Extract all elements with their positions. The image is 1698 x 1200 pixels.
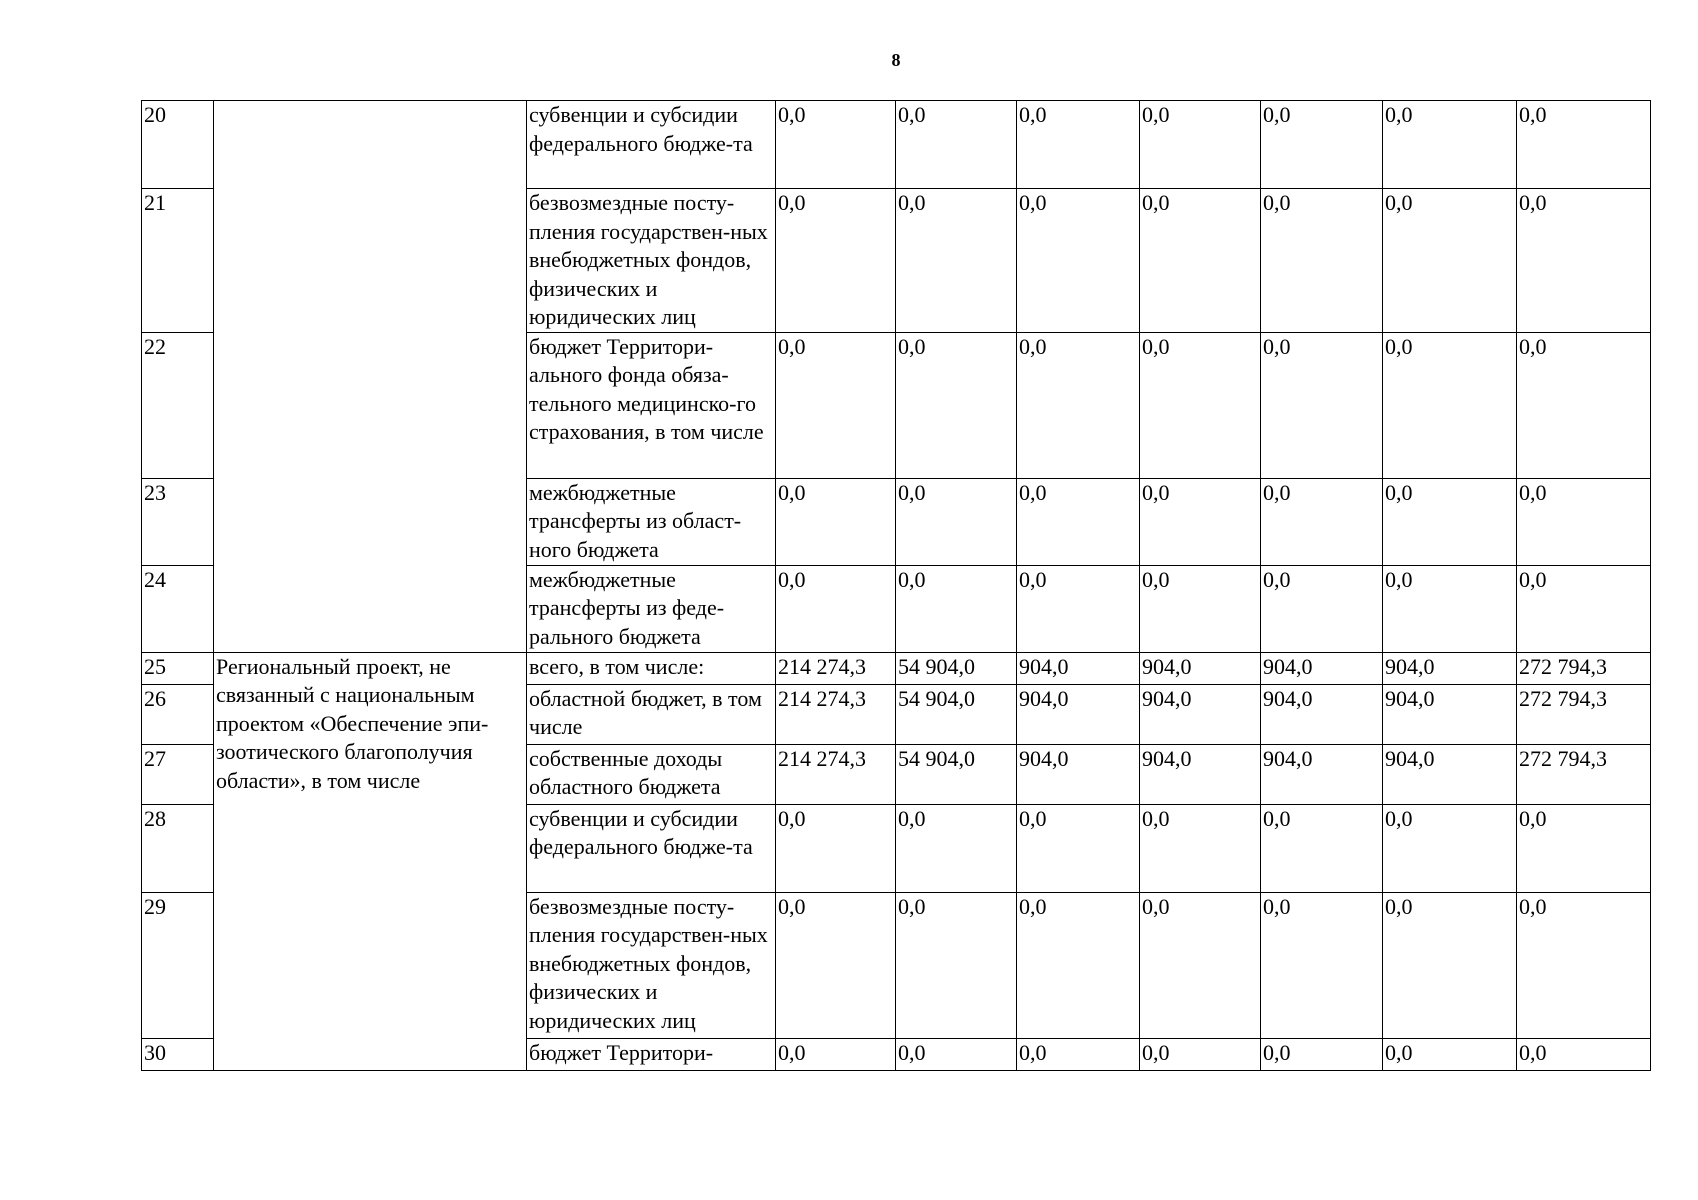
value-cell: 0,0 (776, 101, 896, 189)
value-cell: 0,0 (1140, 332, 1261, 478)
funding-source: межбюджетные трансферты из област-ного бюджета (527, 478, 776, 565)
value-cell: 904,0 (1140, 652, 1261, 684)
value-cell-total: 0,0 (1517, 189, 1651, 333)
value-cell: 0,0 (896, 565, 1017, 652)
funding-source: безвозмездные посту-пления государствен-ных внебюджетных фондов, физических и юридических лиц (527, 892, 776, 1038)
value-cell: 0,0 (896, 1038, 1017, 1070)
value-cell: 904,0 (1383, 744, 1517, 804)
value-cell: 0,0 (1261, 892, 1383, 1038)
value-cell: 0,0 (1261, 1038, 1383, 1070)
project-name: Региональный проект, не связанный с национальным проектом «Обеспечение эпи-зоотического благополучия области», в том числе (214, 652, 527, 1070)
value-cell-total: 272 794,3 (1517, 652, 1651, 684)
value-cell: 0,0 (1261, 804, 1383, 892)
funding-source: субвенции и субсидии федерального бюдже-та (527, 804, 776, 892)
funding-source: межбюджетные трансферты из феде-рального бюджета (527, 565, 776, 652)
value-cell: 904,0 (1383, 652, 1517, 684)
value-cell: 0,0 (1017, 101, 1140, 189)
row-number: 29 (142, 892, 214, 1038)
value-cell: 0,0 (776, 804, 896, 892)
value-cell-total: 0,0 (1517, 478, 1651, 565)
value-cell: 0,0 (776, 189, 896, 333)
value-cell: 0,0 (1261, 101, 1383, 189)
funding-source: всего, в том числе: (527, 652, 776, 684)
value-cell: 0,0 (896, 892, 1017, 1038)
value-cell-total: 272 794,3 (1517, 684, 1651, 744)
value-cell: 0,0 (896, 804, 1017, 892)
row-number: 20 (142, 101, 214, 189)
value-cell: 214 274,3 (776, 684, 896, 744)
value-cell: 0,0 (1140, 478, 1261, 565)
value-cell: 0,0 (1017, 1038, 1140, 1070)
value-cell: 0,0 (1383, 892, 1517, 1038)
value-cell: 904,0 (1261, 684, 1383, 744)
table-row (142, 652, 1651, 684)
value-cell: 0,0 (1140, 1038, 1261, 1070)
row-number: 23 (142, 478, 214, 565)
value-cell: 0,0 (1261, 565, 1383, 652)
value-cell: 0,0 (776, 1038, 896, 1070)
row-number: 28 (142, 804, 214, 892)
value-cell: 904,0 (1261, 744, 1383, 804)
value-cell: 54 904,0 (896, 652, 1017, 684)
funding-source: безвозмездные посту-пления государствен-ных внебюджетных фондов, физических и юридических лиц (527, 189, 776, 333)
value-cell: 0,0 (1140, 892, 1261, 1038)
value-cell: 904,0 (1017, 652, 1140, 684)
value-cell: 54 904,0 (896, 684, 1017, 744)
value-cell: 0,0 (776, 892, 896, 1038)
value-cell: 0,0 (1017, 478, 1140, 565)
value-cell: 0,0 (1383, 189, 1517, 333)
value-cell: 904,0 (1140, 744, 1261, 804)
funding-source: субвенции и субсидии федерального бюдже-та (527, 101, 776, 189)
row-number: 24 (142, 565, 214, 652)
value-cell-total: 0,0 (1517, 565, 1651, 652)
row-number: 25 (142, 652, 214, 684)
value-cell: 0,0 (896, 101, 1017, 189)
value-cell: 0,0 (1017, 189, 1140, 333)
funding-source: бюджет Территори-ального фонда обяза-тельного медицинско-го страхования, в том числе (527, 332, 776, 478)
value-cell: 0,0 (776, 565, 896, 652)
value-cell-total: 0,0 (1517, 804, 1651, 892)
value-cell: 0,0 (1017, 565, 1140, 652)
value-cell: 0,0 (776, 332, 896, 478)
value-cell: 0,0 (1383, 1038, 1517, 1070)
value-cell: 0,0 (896, 478, 1017, 565)
value-cell: 0,0 (1383, 804, 1517, 892)
value-cell: 0,0 (1140, 101, 1261, 189)
value-cell: 0,0 (1017, 892, 1140, 1038)
value-cell: 0,0 (1017, 804, 1140, 892)
row-number: 30 (142, 1038, 214, 1070)
project-cell-empty (214, 101, 527, 653)
budget-table (141, 100, 1651, 1071)
value-cell-total: 0,0 (1517, 892, 1651, 1038)
value-cell: 0,0 (1383, 101, 1517, 189)
funding-source: бюджет Территори- (527, 1038, 776, 1070)
value-cell: 904,0 (1017, 684, 1140, 744)
value-cell: 214 274,3 (776, 652, 896, 684)
value-cell: 0,0 (1140, 565, 1261, 652)
value-cell: 0,0 (1140, 189, 1261, 333)
table-row (142, 101, 1651, 189)
row-number: 27 (142, 744, 214, 804)
page-number: 8 (891, 50, 901, 70)
funding-source: собственные доходы областного бюджета (527, 744, 776, 804)
row-number: 26 (142, 684, 214, 744)
value-cell-total: 0,0 (1517, 332, 1651, 478)
row-number: 21 (142, 189, 214, 333)
value-cell: 904,0 (1140, 684, 1261, 744)
value-cell: 0,0 (896, 332, 1017, 478)
value-cell: 904,0 (1261, 652, 1383, 684)
value-cell: 0,0 (1261, 478, 1383, 565)
row-number: 22 (142, 332, 214, 478)
value-cell: 904,0 (1017, 744, 1140, 804)
value-cell: 0,0 (1383, 478, 1517, 565)
value-cell: 0,0 (1017, 332, 1140, 478)
value-cell: 54 904,0 (896, 744, 1017, 804)
value-cell: 0,0 (1383, 565, 1517, 652)
value-cell: 0,0 (1383, 332, 1517, 478)
value-cell: 0,0 (1261, 332, 1383, 478)
table-body (142, 101, 1651, 1071)
value-cell-total: 0,0 (1517, 1038, 1651, 1070)
value-cell: 0,0 (896, 189, 1017, 333)
value-cell: 0,0 (776, 478, 896, 565)
value-cell: 904,0 (1383, 684, 1517, 744)
funding-source: областной бюджет, в том числе (527, 684, 776, 744)
value-cell-total: 0,0 (1517, 101, 1651, 189)
value-cell: 0,0 (1261, 189, 1383, 333)
value-cell-total: 272 794,3 (1517, 744, 1651, 804)
value-cell: 0,0 (1140, 804, 1261, 892)
value-cell: 214 274,3 (776, 744, 896, 804)
